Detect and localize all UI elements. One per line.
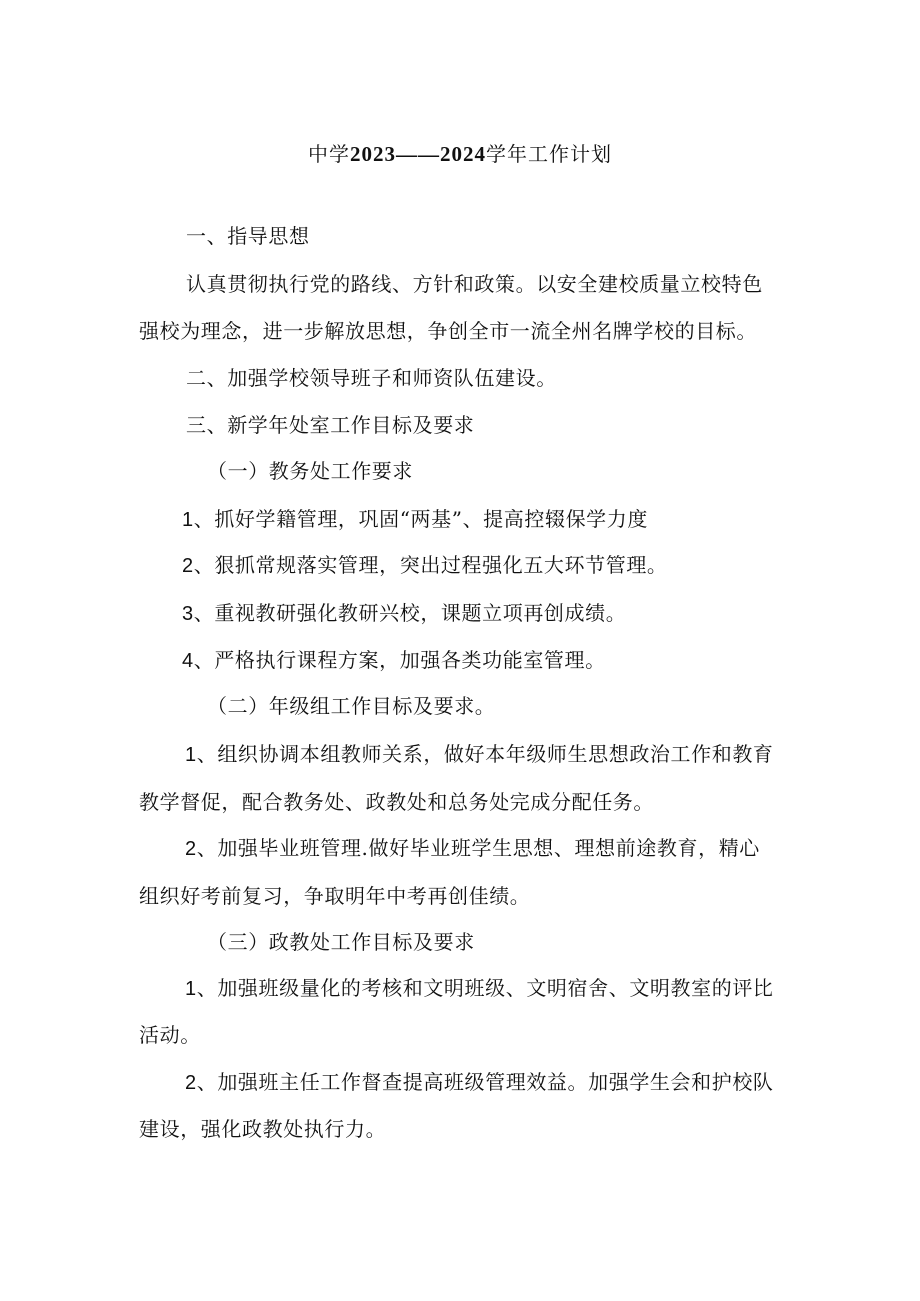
- item-number: 2: [185, 1072, 197, 1094]
- line-text: 三、新学年处室工作目标及要求: [186, 413, 475, 437]
- line-text: 、严格执行课程方案，加强各类功能室管理。: [193, 648, 606, 672]
- line-text: 、抓好学籍管理，巩固“两基”、提高控辍保学力度: [193, 507, 648, 531]
- item-number: 2: [182, 555, 194, 577]
- line-text: （三）政教处工作目标及要求: [207, 930, 475, 954]
- item-number: 3: [182, 603, 194, 625]
- item-number: 2: [185, 838, 197, 860]
- line-text: 、狠抓常规落实管理，突出过程强化五大环节管理。: [193, 553, 668, 577]
- paragraph-line: [185, 738, 774, 771]
- paragraph-line: [186, 268, 763, 300]
- line-text: 教学督促，配合教务处、政教处和总务处完成分配任务。: [139, 790, 654, 814]
- line-text: 、加强班主任工作督查提高班级管理效益。加强学生会和护校队: [196, 1070, 774, 1094]
- line-text: 强校为理念，进一步解放思想，争创全市一流全州名牌学校的目标。: [139, 319, 757, 343]
- paragraph-line: [185, 832, 760, 865]
- line-text: 活动。: [139, 1023, 201, 1047]
- line-text: （二）年级组工作目标及要求。: [207, 694, 496, 718]
- title-suffix: 学年工作计划: [486, 142, 612, 166]
- item-number: 1: [185, 978, 197, 1000]
- paragraph-line: [185, 1066, 774, 1099]
- paragraph-line: [185, 972, 774, 1005]
- paragraph-line: [186, 220, 310, 252]
- paragraph-line: [207, 690, 495, 722]
- title-prefix: 中学: [308, 142, 350, 166]
- title-dash: ——: [396, 142, 440, 166]
- paragraph-line: [207, 926, 475, 958]
- paragraph-line: [139, 880, 530, 912]
- line-text: 组织好考前复习，争取明年中考再创佳绩。: [139, 884, 531, 908]
- paragraph-line: [139, 786, 654, 818]
- line-text: 认真贯彻执行党的路线、方针和政策。以安全建校质量立校特色: [186, 272, 763, 296]
- document-title: [0, 138, 920, 170]
- line-text: 、组织协调本组教师关系，做好本年级师生思想政治工作和教育: [196, 742, 774, 766]
- title-year-end: 2024: [440, 142, 486, 166]
- item-number: 4: [182, 650, 194, 672]
- paragraph-line: [182, 503, 648, 536]
- item-number: 1: [185, 744, 197, 766]
- line-text: 建设，强化政教处执行力。: [139, 1117, 387, 1141]
- paragraph-line: [207, 455, 413, 487]
- paragraph-line: [139, 1113, 386, 1145]
- paragraph-line: [139, 1019, 201, 1051]
- paragraph-line: [186, 409, 474, 441]
- line-text: 、重视教研强化教研兴校，课题立项再创成绩。: [193, 601, 627, 625]
- line-text: （一）教务处工作要求: [207, 459, 413, 483]
- paragraph-line: [182, 597, 626, 630]
- line-text: 、加强班级量化的考核和文明班级、文明宿舍、文明教室的评比: [196, 976, 774, 1000]
- item-number: 1: [182, 509, 194, 531]
- paragraph-line: [186, 362, 557, 394]
- title-year-start: 2023: [350, 142, 396, 166]
- paragraph-line: [182, 549, 668, 582]
- line-text: 、加强毕业班管理.做好毕业班学生思想、理想前途教育，精心: [196, 836, 760, 860]
- paragraph-line: [182, 644, 606, 677]
- line-text: 二、加强学校领导班子和师资队伍建设。: [186, 366, 557, 390]
- line-text: 一、指导思想: [186, 224, 310, 248]
- paragraph-line: [139, 315, 757, 347]
